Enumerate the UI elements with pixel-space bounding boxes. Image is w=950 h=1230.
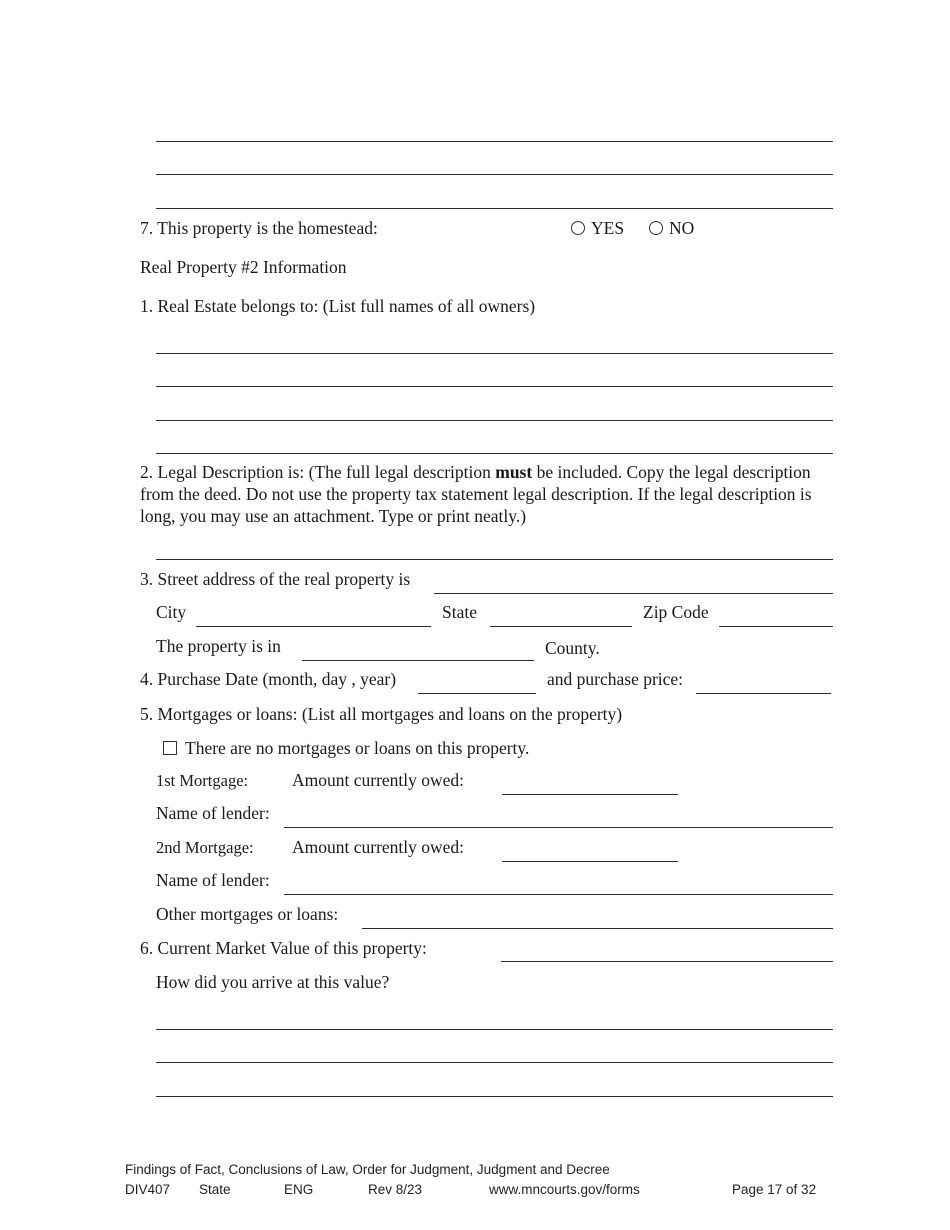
footer-state: State: [199, 1182, 231, 1197]
homestead-yes-option[interactable]: [571, 218, 624, 238]
purchase-price-field[interactable]: [696, 693, 831, 694]
answer-line[interactable]: [156, 174, 833, 175]
value-basis-line[interactable]: [156, 1096, 833, 1097]
zip-label: Zip Code: [643, 602, 709, 622]
no-mortgages-checkbox[interactable]: [163, 741, 177, 755]
homestead-question: 7. This property is the homestead:: [140, 218, 378, 238]
street-address-question: 3. Street address of the real property is: [140, 569, 411, 589]
value-basis-line[interactable]: [156, 1062, 833, 1063]
mortgages-question: 5. Mortgages or loans: (List all mortgages and loans on the property): [140, 704, 623, 724]
county-field[interactable]: [302, 660, 534, 661]
legal-description-line[interactable]: [156, 559, 833, 560]
zip-field[interactable]: [719, 626, 833, 627]
other-mortgages-field[interactable]: [362, 928, 833, 929]
second-mortgage-label: 2nd Mortgage:: [156, 838, 254, 857]
owners-line[interactable]: [156, 453, 833, 454]
owners-line[interactable]: [156, 420, 833, 421]
county-suffix: County.: [545, 638, 600, 658]
footer-language: ENG: [284, 1182, 314, 1197]
footer-form-id: DIV407: [125, 1182, 171, 1197]
owners-line[interactable]: [156, 353, 833, 354]
first-owed-label: Amount currently owed:: [292, 770, 465, 790]
yes-label: YES: [591, 218, 625, 238]
footer-url[interactable]: www.mncourts.gov/forms: [489, 1182, 640, 1197]
state-field[interactable]: [490, 626, 632, 627]
footer-revision: Rev 8/23: [368, 1182, 423, 1197]
owners-line[interactable]: [156, 386, 833, 387]
first-owed-field[interactable]: [502, 794, 678, 795]
other-mortgages-label: Other mortgages or loans:: [156, 904, 339, 924]
value-basis-line[interactable]: [156, 1029, 833, 1030]
value-basis-question: How did you arrive at this value?: [156, 972, 390, 992]
market-value-field[interactable]: [501, 961, 833, 962]
first-lender-field[interactable]: [284, 827, 833, 828]
street-address-field[interactable]: [434, 593, 833, 594]
homestead-no-option[interactable]: [649, 218, 694, 238]
purchase-date-question: 4. Purchase Date (month, day , year): [140, 669, 397, 689]
no-mortgages-label: There are no mortgages or loans on this property.: [185, 738, 530, 758]
radio-icon[interactable]: [649, 221, 663, 235]
first-mortgage-label: 1st Mortgage:: [156, 771, 249, 790]
second-owed-label: Amount currently owed:: [292, 837, 465, 857]
legal-description-question: 2. Legal Description is: (The full legal description must be included. Copy the legal description from the deed. Do not use the property tax statement legal description. If the legal description is long, you may use an attachment. Type or print neatly.): [140, 462, 812, 526]
radio-icon[interactable]: [571, 221, 585, 235]
market-value-question: 6. Current Market Value of this property:: [140, 938, 427, 958]
page-number: Page 17 of 32: [732, 1182, 817, 1197]
no-label: NO: [669, 218, 695, 238]
county-label: The property is in: [156, 636, 281, 656]
section-title: Real Property #2 Information: [140, 257, 347, 277]
owners-question: 1. Real Estate belongs to: (List full names of all owners): [140, 296, 536, 316]
footer-title: Findings of Fact, Conclusions of Law, Order for Judgment, Judgment and Decree: [125, 1162, 610, 1177]
answer-line[interactable]: [156, 141, 833, 142]
first-lender-label: Name of lender:: [156, 803, 270, 823]
purchase-price-label: and purchase price:: [547, 669, 684, 689]
state-label: State: [442, 602, 477, 622]
answer-line[interactable]: [156, 208, 833, 209]
second-lender-field[interactable]: [284, 894, 833, 895]
purchase-date-field[interactable]: [418, 693, 536, 694]
city-label: City: [156, 602, 187, 622]
second-lender-label: Name of lender:: [156, 870, 270, 890]
second-owed-field[interactable]: [502, 861, 678, 862]
city-field[interactable]: [196, 626, 431, 627]
